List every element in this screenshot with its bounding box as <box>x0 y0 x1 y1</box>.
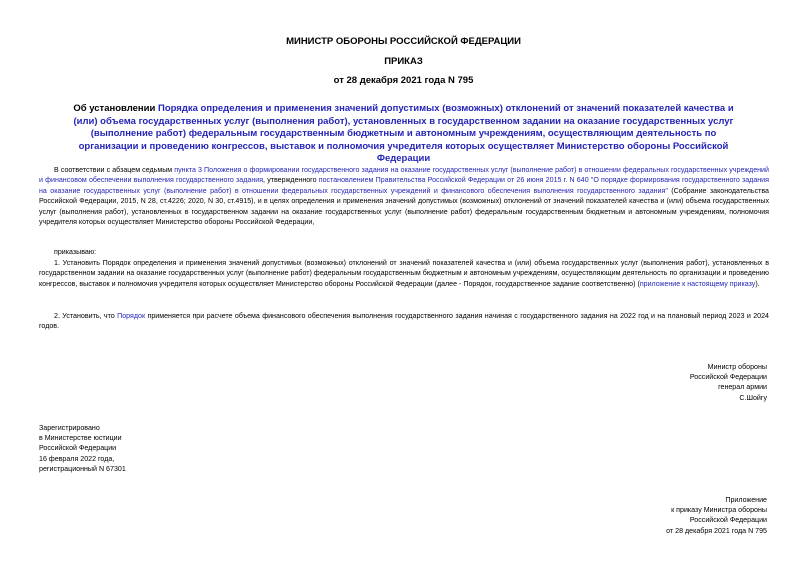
document-title <box>62 103 745 166</box>
title-prefix: Об установлении <box>73 103 158 114</box>
item-2-paragraph <box>39 311 769 332</box>
signature-block <box>690 362 767 403</box>
registration-line: Зарегистрировано <box>39 424 100 432</box>
registration-line: в Министерстве юстиции <box>39 434 122 443</box>
appendix-link[interactable]: приложение к настоящему приказу <box>639 279 756 288</box>
preamble-link-2[interactable]: постановлением Правительства Российской Федерации от 26 июня 2015 г. N 640 "О порядке формирования государственного задания на оказание государственных услуг (выполнение работ) в отношении федеральных государственных учреждений и финансового обеспечения выполнения государственного задания" <box>39 176 769 195</box>
order-word <box>39 247 769 257</box>
ministry-heading: МИНИСТР ОБОРОНЫ РОССИЙСКОЙ ФЕДЕРАЦИИ <box>286 36 521 47</box>
appendix-line: Приложение <box>725 496 767 504</box>
item-2-text-2: применяется при расчете объема финансового обеспечения выполнения государственного задания начиная с государственного задания на 2022 год и на плановый период 2023 и 2024 годов. <box>39 312 769 331</box>
procedure-link[interactable]: Порядок <box>117 312 146 320</box>
item-1-paragraph <box>39 258 769 289</box>
registration-block <box>39 423 126 474</box>
doc-date-number: от 28 декабря 2021 года N 795 <box>333 75 474 86</box>
order-word-text: приказываю: <box>54 248 97 256</box>
appendix-line: от 28 декабря 2021 года N 795 <box>666 526 767 535</box>
signature-line: Министр обороны <box>707 363 767 371</box>
item-1-text: 1. Установить Порядок определения и применения значений допустимых (возможных) отклонений от значений показателей качества и (или) объема государственных услуг (выполнения работ), установленных в государственном задании на оказание государственных услуг (выполнение работ) федеральным государственным бюджетным и автономным учреждениям, осуществляющим деятельность по организации и проведению конгрессов, выставок и полномочия учредителя которых осуществляет Министерство обороны Российской Федерации (далее - Порядок, государственное задание соответственно) ( <box>39 259 769 288</box>
item-2-text-1: 2. Установить, что <box>54 312 118 320</box>
preamble-text-1: В соответствии с абзацем седьмым <box>54 166 175 174</box>
preamble-text-3: (Собрание законодательства Российской Федерации, 2015, N 28, ст.4226; 2020, N 30, ст.4915), и в целях определения и применения значений допустимых (возможных) отклонений от значений показателей качества и (или) объема государственных услуг (выполнения работ), установленных в государственном задании на оказание государственных услуг (выполнение работ) федеральным государственным бюджетным и автономным учреждениям, полномочия учредителя которых осуществляет Министерство обороны Российской Федерации, <box>39 186 769 227</box>
signature-line: Российской Федерации <box>689 373 767 382</box>
registration-line: регистрационный N 67301 <box>39 464 126 473</box>
doc-type-heading: ПРИКАЗ <box>384 56 423 67</box>
appendix-block <box>666 495 767 536</box>
preamble-link-1[interactable]: пункта 3 Положения о формировании государственного задания на оказание государственных услуг (выполнение работ) в отношении федеральных государственных учреждений и финансовом обеспечении выполнения государственного задания <box>39 166 769 185</box>
signature-line: генерал армии <box>718 383 767 392</box>
appendix-line: Российской Федерации <box>689 516 767 525</box>
signature-line: С.Шойгу <box>739 393 767 402</box>
preamble-paragraph <box>39 165 769 227</box>
title-link[interactable]: Порядка определения и применения значений допустимых (возможных) отклонений от значений показателей качества и (или) объема государственных услуг (выполнения работ), установленных в государственном задании на оказание государственных услуг (выполнение работ) федеральным государственным бюджетным и автономным учреждениям, осуществляющим деятельность по организации и проведению конгрессов, выставок и полномочия учредителя которых осуществляет Министерство обороны Российской Федерации <box>73 103 734 164</box>
appendix-line: к приказу Министра обороны <box>671 506 767 515</box>
preamble-text-2: , утвержденного <box>263 176 319 185</box>
item-1-end: ). <box>755 279 760 288</box>
registration-line: Российской Федерации <box>39 444 117 453</box>
registration-line: 16 февраля 2022 года, <box>39 454 115 463</box>
